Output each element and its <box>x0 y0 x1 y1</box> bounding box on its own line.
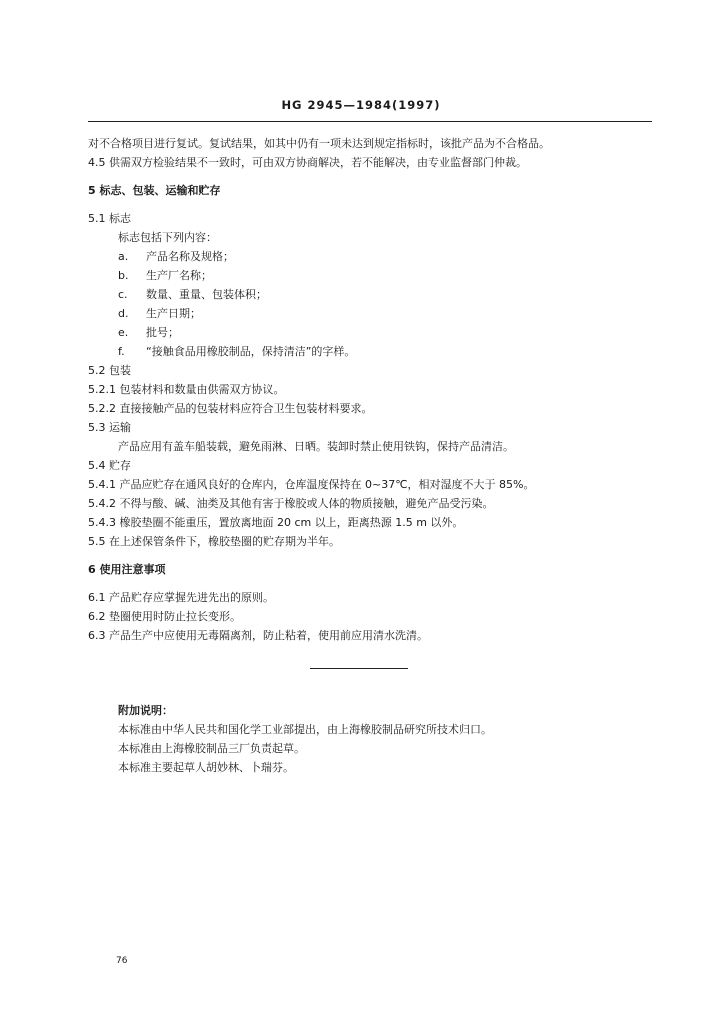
list-item-label: e. <box>118 326 129 339</box>
continued-text-line: 对不合格项目进行复试。复试结果，如其中仍有一项未达到规定指标时，该批产品为不合格品。 <box>88 137 550 150</box>
list-item <box>118 269 212 283</box>
end-divider <box>310 668 408 669</box>
section-5-title: 5 标志、包装、运输和贮存 <box>88 184 221 197</box>
list-item-label: d. <box>118 307 129 320</box>
list-item-text: “接触食品用橡胶制品，保持清洁”的字样。 <box>146 345 356 358</box>
clause-5-5: 5.5 在上述保管条件下，橡胶垫圈的贮存期为半年。 <box>88 535 340 548</box>
appendix-line-2: 本标准由上海橡胶制品三厂负责起草。 <box>118 742 305 755</box>
clause-5-2-1: 5.2.1 包装材料和数量由供需双方协议。 <box>88 383 285 396</box>
clause-5-2-2: 5.2.2 直接接触产品的包装材料应符合卫生包装材料要求。 <box>88 402 373 415</box>
list-item-label: f. <box>118 345 125 358</box>
list-item-text: 数量、重量、包装体积； <box>146 288 267 301</box>
list-item <box>118 345 355 359</box>
appendix-title: 附加说明： <box>118 704 173 717</box>
clause-6-2: 6.2 垫圈使用时防止拉长变形。 <box>88 610 241 623</box>
clause-4-5: 4.5 供需双方检验结果不一致时，可由双方协商解决，若不能解决，由专业监督部门仲裁。 <box>88 156 527 169</box>
clause-5-1-intro: 标志包括下列内容： <box>118 231 217 244</box>
clause-5-2-title: 5.2 包装 <box>88 364 131 377</box>
clause-6-1: 6.1 产品贮存应掌握先进先出的原则。 <box>88 591 274 604</box>
appendix-line-3: 本标准主要起草人胡妙林、卜瑞芬。 <box>118 761 294 774</box>
list-item <box>118 326 179 340</box>
list-item-text: 产品名称及规格； <box>146 250 234 263</box>
clause-5-4-1: 5.4.1 产品应贮存在通风良好的仓库内，仓库温度保持在 0~37℃，相对湿度不大于 85%。 <box>88 478 535 491</box>
list-item-text: 批号； <box>146 326 179 339</box>
clause-5-4-2: 5.4.2 不得与酸、碱、油类及其他有害于橡胶或人体的物质接触，避免产品受污染。 <box>88 497 494 510</box>
appendix-line-1: 本标准由中华人民共和国化学工业部提出，由上海橡胶制品研究所技术归口。 <box>118 723 492 736</box>
list-item <box>118 288 267 302</box>
clause-5-4-title: 5.4 贮存 <box>88 459 131 472</box>
header-rule <box>88 121 652 122</box>
clause-5-4-3: 5.4.3 橡胶垫圈不能重压，置放离地面 20 cm 以上，距离热源 1.5 m 以外。 <box>88 516 464 529</box>
section-6-title: 6 使用注意事项 <box>88 563 166 576</box>
page-number: 76 <box>116 956 128 966</box>
list-item-label: c. <box>118 288 128 301</box>
list-item-label: b. <box>118 269 129 282</box>
clause-5-3-title: 5.3 运输 <box>88 421 131 434</box>
clause-5-3-text: 产品应用有盖车船装载，避免雨淋、日晒。装卸时禁止使用铁钩，保持产品清洁。 <box>118 440 514 453</box>
standard-code-header: HG 2945—1984(1997) <box>281 98 441 112</box>
list-item <box>118 307 201 321</box>
list-item-text: 生产厂名称； <box>146 269 212 282</box>
list-item-label: a. <box>118 250 129 263</box>
list-item <box>118 250 234 264</box>
list-item-text: 生产日期； <box>146 307 201 320</box>
clause-5-1-title: 5.1 标志 <box>88 212 131 225</box>
clause-6-3: 6.3 产品生产中应使用无毒隔离剂，防止粘着，使用前应用清水洗清。 <box>88 629 428 642</box>
